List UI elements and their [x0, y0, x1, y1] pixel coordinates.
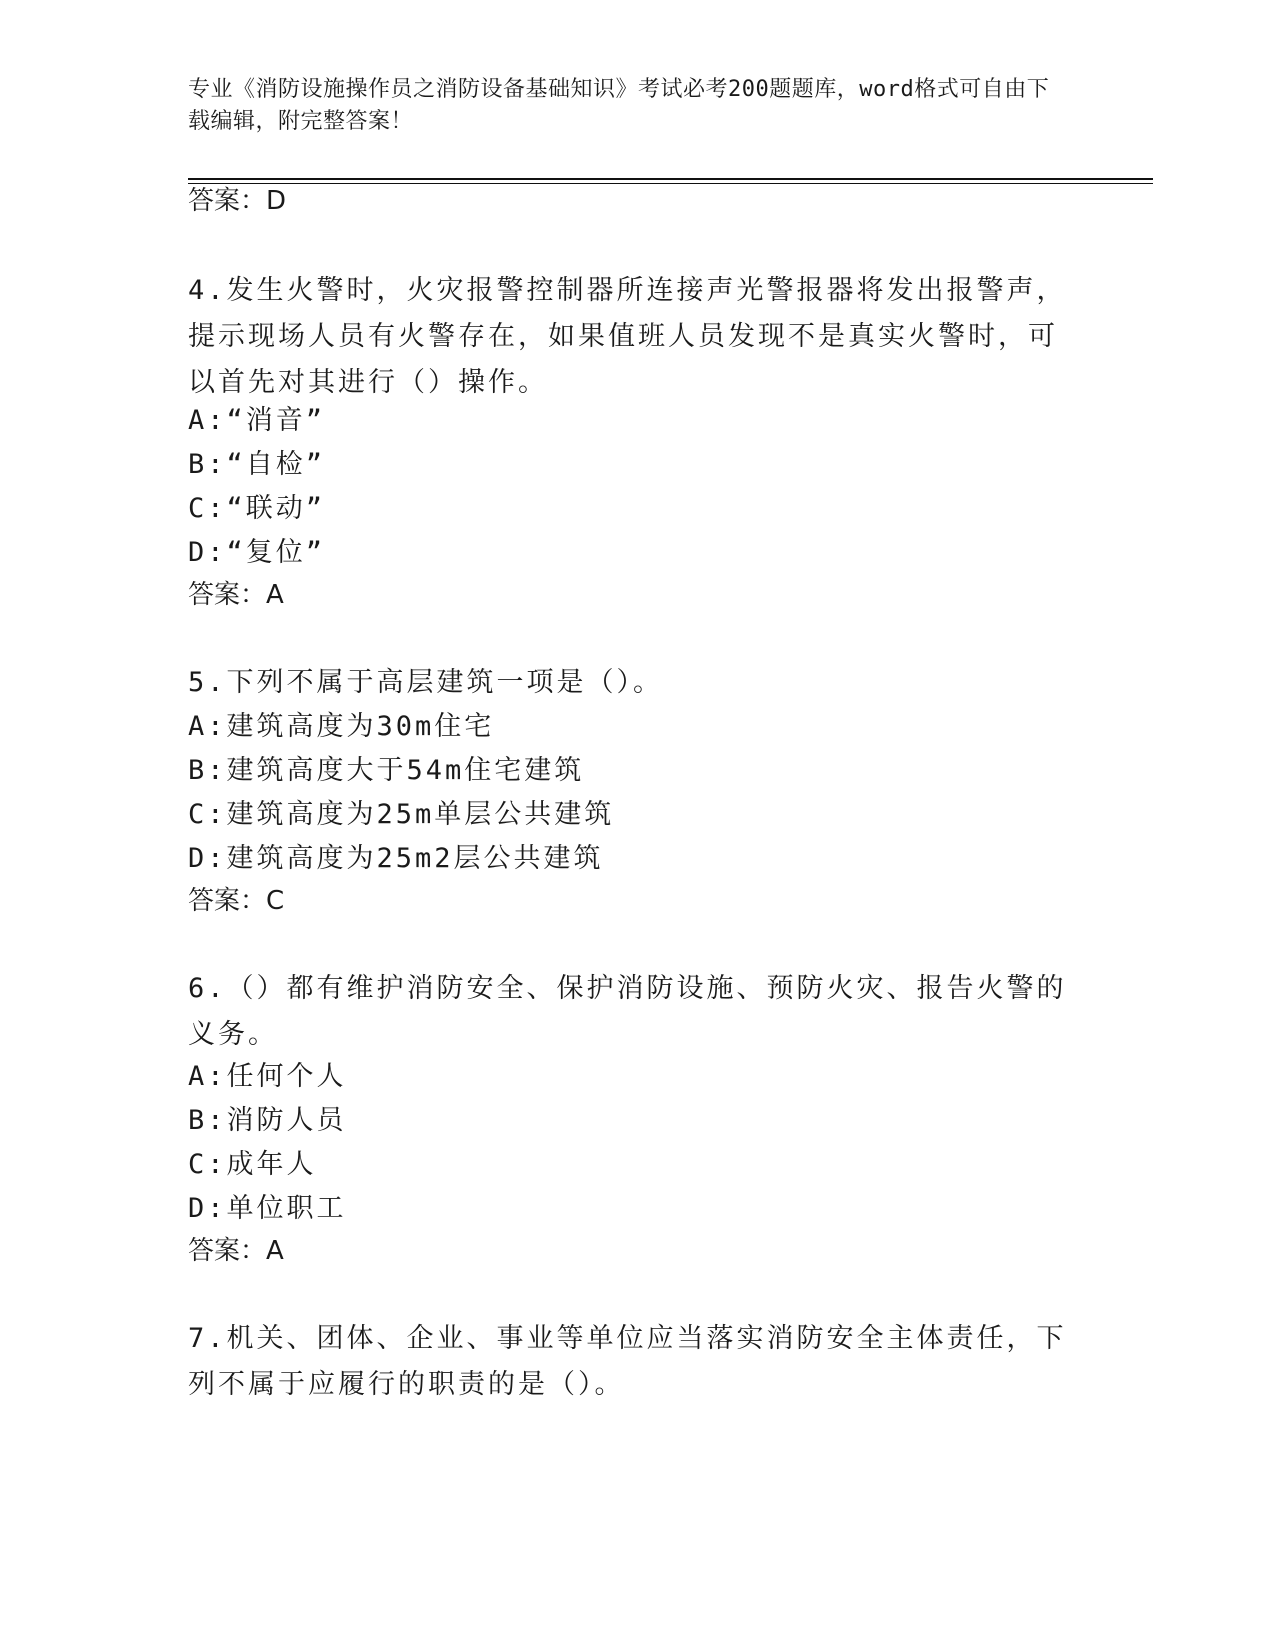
question-5-text: 5.下列不属于高层建筑一项是（）。 — [188, 667, 664, 698]
question-4-option-d: D:“复位” — [188, 537, 326, 568]
question-5-option-b: B:建筑高度大于54m住宅建筑 — [188, 755, 585, 786]
document-header: 专业《消防设施操作员之消防设备基础知识》考试必考200题题库，word格式可自由下载编辑，附完整答案！ — [188, 77, 1050, 134]
question-7-text: 7.机关、团体、企业、事业等单位应当落实消防安全主体责任，下列不属于应履行的职责的是（）。 — [188, 1323, 1067, 1400]
question-5-option-d: D:建筑高度为25m2层公共建筑 — [188, 843, 604, 874]
header-divider — [188, 178, 1153, 180]
question-4-option-a: A:“消音” — [188, 405, 326, 436]
question-6-text: 6.（）都有维护消防安全、保护消防设施、预防火灾、报告火警的义务。 — [188, 973, 1067, 1050]
question-6-option-d: D:单位职工 — [188, 1193, 347, 1224]
question-6-option-c: C:成年人 — [188, 1149, 317, 1180]
question-6-option-a: A:任何个人 — [188, 1061, 347, 1092]
question-4-option-b: B:“自检” — [188, 449, 326, 480]
answer-q6: 答案：A — [188, 1236, 284, 1266]
question-5-option-a: A:建筑高度为30m住宅 — [188, 711, 495, 742]
header-divider-thin — [188, 183, 1153, 184]
question-4-option-c: C:“联动” — [188, 493, 326, 524]
question-6-option-b: B:消防人员 — [188, 1105, 347, 1136]
question-5-option-c: C:建筑高度为25m单层公共建筑 — [188, 799, 615, 830]
question-4-text: 4.发生火警时，火灾报警控制器所连接声光警报器将发出报警声，提示现场人员有火警存在，如果值班人员发现不是真实火警时，可以首先对其进行（）操作。 — [188, 275, 1067, 398]
answer-q5: 答案：C — [188, 886, 285, 916]
answer-q4: 答案：A — [188, 580, 284, 610]
answer-q3: 答案：D — [188, 186, 287, 216]
